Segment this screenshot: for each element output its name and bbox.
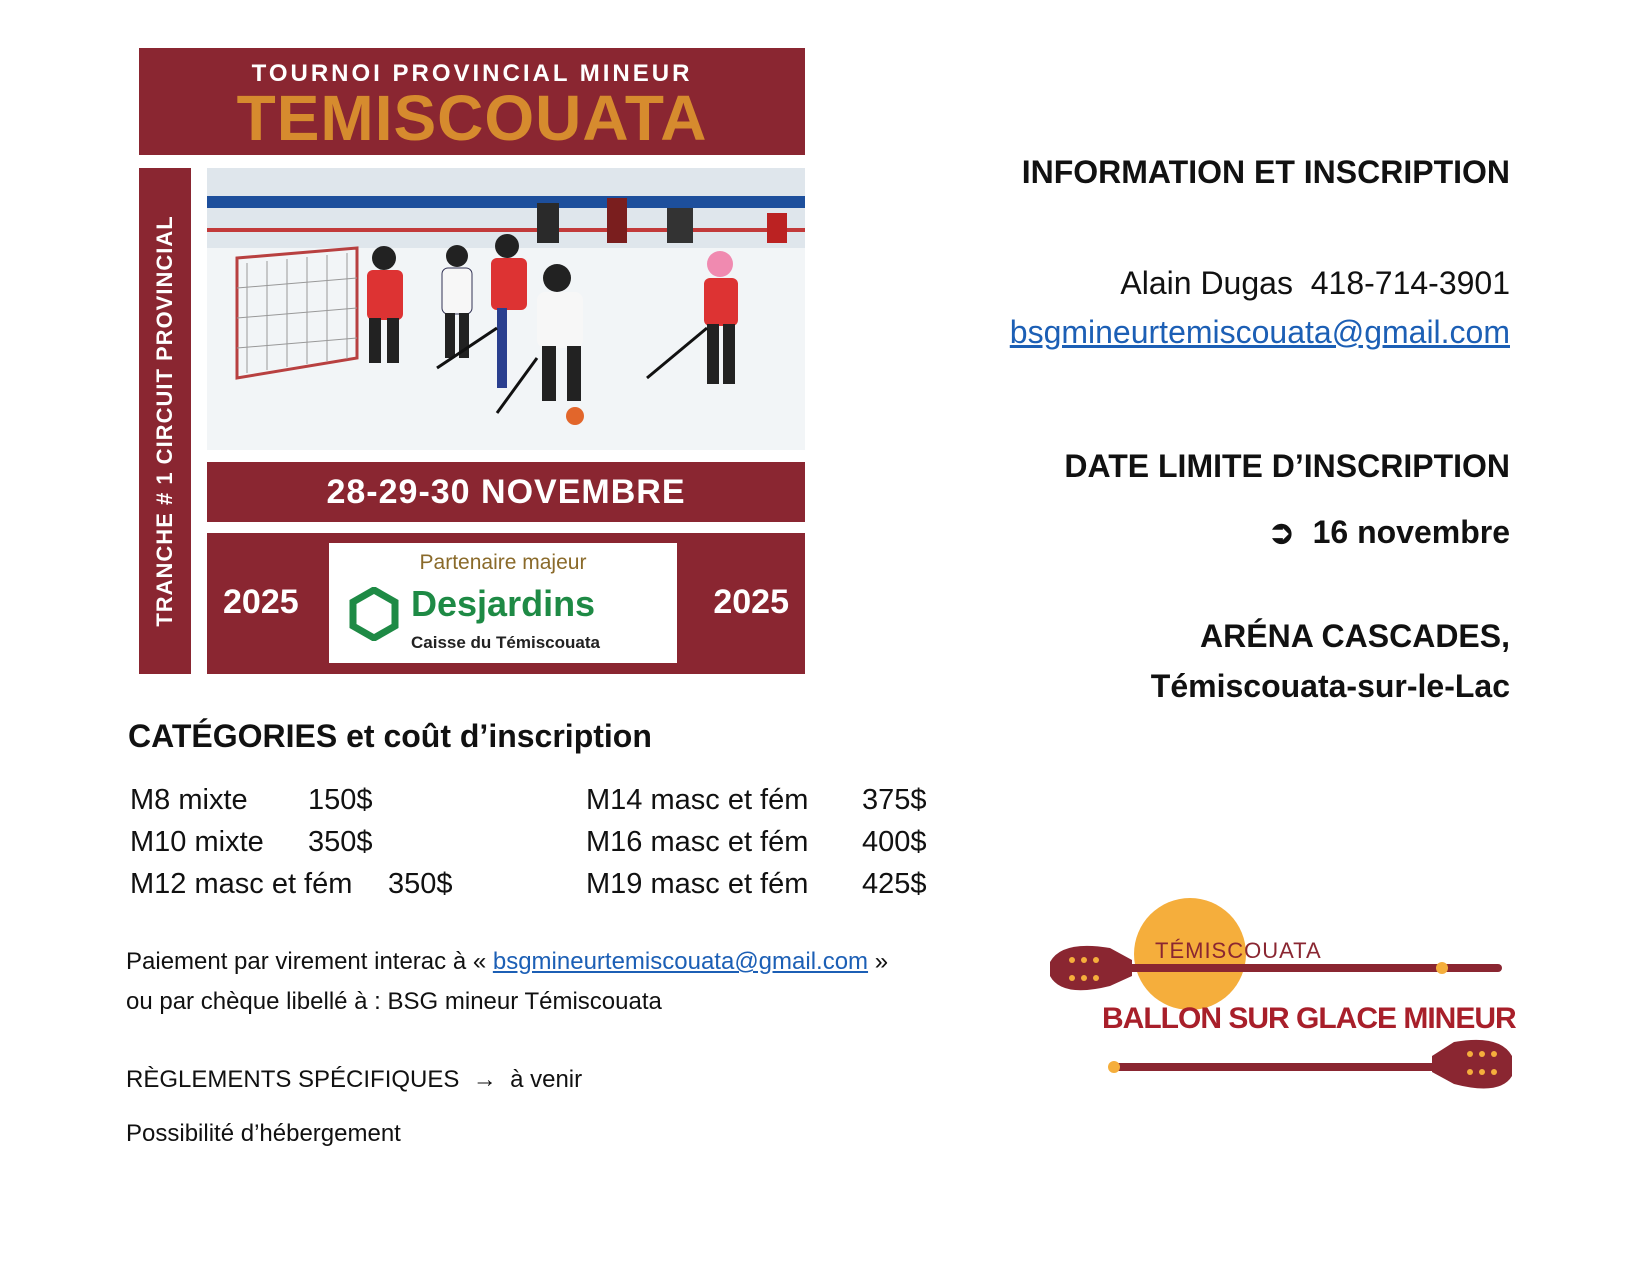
category-price: 350$ (308, 826, 373, 858)
poster-side-banner (139, 168, 191, 674)
desjardins-hexagon-icon (349, 587, 399, 641)
category-price: 375$ (862, 784, 927, 816)
sponsor-name: Desjardins (411, 583, 596, 624)
deadline-line (1268, 513, 1510, 551)
category-name: M12 masc et fém (130, 868, 353, 900)
deadline-date: 16 novembre (1312, 514, 1510, 550)
year-left: 2025 (223, 583, 299, 621)
contact-name: Alain Dugas (1120, 265, 1293, 301)
category-name: M14 masc et fém (586, 784, 809, 816)
payment-line-2: ou par chèque libellé à : BSG mineur Témiscouata (126, 988, 662, 1015)
poster-side-text: TRANCHE # 1 CIRCUIT PROVINCIAL (152, 215, 177, 627)
deadline-arrow-icon: ➲ (1267, 514, 1295, 550)
category-name: M19 masc et fém (586, 868, 809, 900)
ice-hockey-players-photo (207, 168, 805, 450)
category-price: 400$ (862, 826, 927, 858)
poster-header (139, 48, 805, 155)
right-arrow-icon: → (472, 1066, 497, 1093)
rules-line (126, 1066, 582, 1094)
poster-sponsor-band (207, 533, 805, 674)
arena-name: ARÉNA CASCADES, (1200, 618, 1510, 654)
lodging-note: Possibilité d’hébergement (126, 1120, 401, 1147)
category-name: M8 mixte (130, 784, 248, 816)
sponsor-subtitle: Caisse du Témiscouata (411, 633, 600, 652)
category-price: 150$ (308, 784, 373, 816)
logo-graphic (1050, 890, 1512, 1105)
logo-bottom-text: BALLON SUR GLACE MINEUR (1102, 1002, 1516, 1035)
arena-city: Témiscouata-sur-le-Lac (1150, 668, 1510, 704)
payment-line-1 (126, 948, 888, 976)
poster-dates: 28-29-30 NOVEMBRE (207, 462, 805, 522)
logo-top-text: TÉMISCOUATA (1155, 938, 1322, 963)
payment-suffix: » (874, 948, 889, 975)
payment-email-link[interactable]: bsgmineurtemiscouata@gmail.com (492, 948, 869, 975)
rules-value: à venir (510, 1066, 583, 1093)
category-price: 425$ (862, 868, 927, 900)
sponsor-box (329, 543, 677, 663)
category-price: 350$ (388, 868, 453, 900)
contact-line (1120, 265, 1510, 302)
photo-illustration (207, 168, 805, 450)
year-right: 2025 (713, 583, 789, 621)
poster-subtitle: TOURNOI PROVINCIAL MINEUR (251, 60, 693, 87)
poster-title: TEMISCOUATA (236, 82, 708, 154)
league-logo (1050, 890, 1516, 1105)
rules-label: RÈGLEMENTS SPÉCIFIQUES (126, 1066, 460, 1093)
payment-prefix: Paiement par virement interac à « (126, 948, 487, 975)
deadline-heading: DATE LIMITE D’INSCRIPTION (1064, 448, 1510, 484)
category-name: M10 mixte (130, 826, 264, 858)
categories-title: CATÉGORIES et coût d’inscription (128, 718, 652, 754)
contact-email-link[interactable]: bsgmineurtemiscouata@gmail.com (1009, 314, 1510, 350)
contact-phone: 418-714-3901 (1310, 265, 1510, 301)
sponsor-kicker: Partenaire majeur (419, 551, 587, 574)
info-heading: INFORMATION ET INSCRIPTION (1021, 154, 1510, 190)
category-name: M16 masc et fém (586, 826, 809, 858)
